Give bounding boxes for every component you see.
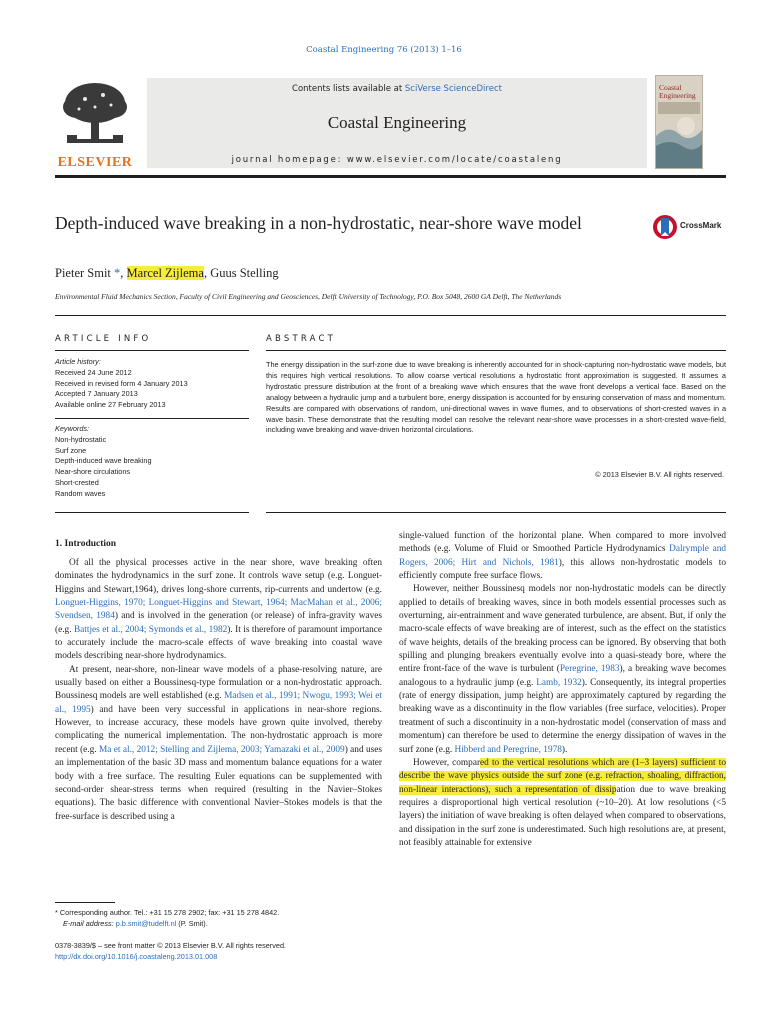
article-info-rule	[55, 350, 249, 351]
journal-cover-thumbnail[interactable]	[655, 75, 703, 169]
text-run: ). Consequently, its integral properties (rate of energy dissipation, jump height) are approximately captured by regarding the breaking wave as a discontinuity in the flow variables (free surface, velocities). Proper treatment of such a discontinuity in a non-hydrostatic model (conservation of mass and momentum) can therefore be used to determine the energy dissipation of waves in the surf zone (e.g.	[399, 677, 726, 755]
footnote: * Corresponding author. Tel.: +31 15 278 2902; fax: +31 15 278 4842. E-mail address: p.b.smit@tudelft.nl (P. Smit).	[55, 908, 280, 928]
citation-link[interactable]: Longuet-Higgins, 1970; Longuet-Higgins and Stewart, 1964; MacMahan et al., 2006; Svendsen, 1984	[55, 598, 382, 622]
abstract-text: The energy dissipation in the surf-zone due to wave breaking is inherently accounted for in shock-capturing non-hydrostatic wave models, but this requires high vertical resolutions. To allow coarse vertical resolutions a hydrostatic front approximation is suggested. It assumes a hydrostatic pressure distribution at the front of a breaking wave which ensures that the wave front develops a vertical face. Based on the analogy between a hydraulic jump and a turbulent bore, energy dissipation is accounted for by ensuring conservation of mass and momentum. Results are compared with observations of random, uni-directional waves in wave flumes, and to observations of short-crested waves in a wave basin. These demonstrate that the resulting model can resolve the relevant near-shore wave processes in a short-crested wave-field, including wave breaking and wave-driven horizontal circulations.	[266, 360, 726, 435]
keyword: Surf zone	[55, 445, 87, 455]
author-name[interactable]: Guus Stelling	[210, 266, 279, 280]
body-column-left	[55, 557, 382, 824]
text-run: Of all the physical processes active in the near shore, wave breaking often dominates the hydrodynamics in the surf zone. It controls wave setup (e.g. Longuet-Higgins and Stewart,1964), drives long-shore currents, rip-currents and undertow (e.g.	[55, 558, 382, 595]
crossmark-label: CrossMark	[680, 221, 722, 230]
keywords	[55, 424, 249, 500]
section-rule	[55, 315, 726, 316]
contents-prefix: Contents lists available at	[292, 84, 405, 94]
elsevier-tree-logo[interactable]	[55, 75, 135, 170]
sciencedirect-link[interactable]: SciVerse ScienceDirect	[404, 84, 502, 94]
text-run: However, neither Boussinesq models nor non-hydrostatic models can be directly applied to details of breaking waves, since in both models essential processes such as overturning, air-entrainment and wave generated turbulence, are absent. But, if only the macro-scale effects of wave breaking are of interest, such as the effect on the statistics of wave heights, details of the breaking process can be ignored. By observing that both spilling and plunging breakers eventually evolve into a quasi-steady bore, where the entire front-face of the wave is turbulent (	[399, 584, 726, 675]
text-run: ) and is involved in the generation (or release) of infra-gravity waves (e.g.	[55, 611, 382, 635]
article-title: Depth-induced wave breaking in a non-hydrostatic, near-shore wave model	[55, 213, 582, 233]
corresponding-author-mark[interactable]: *	[110, 266, 121, 280]
body-column-right	[399, 530, 726, 850]
citation-link[interactable]: Peregrine, 1983	[559, 664, 620, 675]
keywords-label: Keywords:	[55, 424, 90, 433]
history-label: Article history:	[55, 357, 101, 366]
doi-link[interactable]: http://dx.doi.org/10.1016/j.coastaleng.2013.01.008	[55, 952, 218, 961]
email-label: E-mail address:	[63, 919, 116, 928]
text-run: However, compar	[413, 757, 481, 768]
abstract-rule	[266, 512, 726, 513]
affiliation: Environmental Fluid Mechanics Section, Faculty of Civil Engineering and Geosciences, Delft University of Technology, P.O. Box 5048, 2600 GA Delft, The Netherlands	[55, 292, 562, 301]
journal-info-box	[147, 78, 647, 168]
author-name-highlighted[interactable]: Marcel Zijlema	[126, 266, 204, 280]
corresponding-author-contact: Corresponding author. Tel.: +31 15 278 2902; fax: +31 15 278 4842.	[57, 908, 280, 917]
keyword: Random waves	[55, 488, 106, 498]
abstract-copyright: © 2013 Elsevier B.V. All rights reserved.	[595, 470, 724, 479]
history-item: Received in revised form 4 January 2013	[55, 378, 188, 388]
text-run: ). It is therefore of paramount importance to accurately include the macro-scale effects of wave breaking into coastal wave models describing near-shore hydrodynamics.	[55, 624, 383, 662]
highlighted-text: ed to the vertical resolutions which are (1–3 layers) sufficient to describe the wave physics outside the surf zone (e.g. refraction, shoaling, diffraction, non-linear interactions), such a representation of dissip	[399, 757, 726, 795]
paragraph	[399, 757, 726, 850]
section-heading: 1. Introduction	[55, 539, 117, 549]
citation-link[interactable]: Madsen et al., 1991; Nwogu, 1993; Wei et al., 1995	[55, 691, 382, 715]
citation-link[interactable]: Hibberd and Peregrine, 1978	[454, 744, 562, 755]
article-info-rule	[55, 512, 249, 513]
paragraph	[399, 530, 726, 583]
header-rule	[55, 175, 726, 178]
citation-link[interactable]: Dalrymple and Rogers, 2006; Hirt and Nichols, 1981	[399, 544, 726, 568]
citation-link[interactable]: Battjes et al., 2004; Symonds et al., 1982	[73, 624, 228, 635]
author-name[interactable]: Pieter Smit	[55, 266, 111, 280]
text-run: ).	[561, 744, 568, 755]
citation-link[interactable]: Ma et al., 2012; Stelling and Zijlema, 2003; Yamazaki et al., 2009	[99, 744, 345, 755]
journal-reference[interactable]: Coastal Engineering 76 (2013) 1–16	[306, 45, 462, 55]
journal-title: Coastal Engineering	[327, 113, 467, 132]
keyword: Short-crested	[55, 477, 99, 487]
abstract-heading: ABSTRACT	[266, 334, 337, 344]
article-history	[55, 357, 249, 411]
paragraph	[55, 664, 382, 824]
crossmark-icon	[652, 212, 678, 242]
text-run: ) and have been very successful in applications in near-shore regions. However, to increase accuracy, these models have grown quite involved, thereby complicating the numerical implementation. The non-hydrostatic approach is more recent (e.g.	[55, 704, 382, 755]
text-run: ), this allows non-hydrostatic models to efficiently compute free surface flows.	[399, 557, 727, 582]
history-item: Received 24 June 2012	[55, 367, 132, 377]
crossmark-badge[interactable]	[652, 212, 732, 242]
paragraph	[55, 557, 382, 664]
journal-homepage[interactable]: journal homepage: www.elsevier.com/locate/coastaleng	[231, 155, 563, 165]
history-item: Accepted 7 January 2013	[55, 389, 138, 399]
footnote-mark: *	[55, 908, 58, 917]
keyword: Non-hydrostatic	[55, 434, 107, 444]
issn-line: 0378-3839/$ – see front matter © 2013 Elsevier B.V. All rights reserved.	[55, 941, 287, 950]
contents-line	[147, 84, 647, 94]
author-email-link[interactable]: p.b.smit@tudelft.nl	[115, 919, 177, 928]
abstract-rule	[266, 350, 726, 351]
keyword: Near-shore circulations	[55, 467, 131, 477]
cover-art	[656, 76, 702, 168]
citation-link[interactable]: Lamb, 1932	[536, 677, 582, 688]
footnote-rule	[55, 902, 115, 903]
journal-banner	[55, 75, 706, 173]
tree-icon	[55, 75, 135, 155]
text-run: single-valued function of the horizontal plane. When compared to more involved methods (e.g. Volume of Fluid or Smoothed Particle Hydrodynamics	[399, 531, 726, 555]
elsevier-wordmark: ELSEVIER	[57, 155, 133, 170]
cover-title: Coastal Engineering	[659, 83, 696, 100]
author-list: Pieter Smit *, Marcel Zijlema, Guus Stelling	[55, 266, 279, 280]
paragraph	[399, 583, 726, 756]
article-info-rule	[55, 418, 249, 419]
text-run: ), a breaking wave becomes analogous to a hydraulic jump (e.g.	[399, 664, 727, 688]
history-item: Available online 27 February 2013	[55, 400, 166, 410]
article-info-heading: ARTICLE INFO	[55, 334, 152, 344]
text-run: At present, near-shore, non-linear wave models of a phase-resolving nature, are usually based on either a Boussinesq-type formulation or a non-hydrostatic approach. Boussinesq models are well established (e.g.	[55, 664, 382, 702]
text-run: ) and uses an implementation of the basic 3D mass and momentum balance equations for a water body with a free surface. The resulting Euler equations can be supplemented with second-order shear-stress terms when required (resulting in the Navier–Stokes equations). The basic difference with conventional Navier–Stokes models is that the free-surface is described using a	[55, 744, 382, 822]
front-matter-footer	[55, 940, 286, 962]
text-run: ation due to wave breaking requires a disproportional high vertical resolution (~10–20). At low resolutions (<5 layers) the initiation of wave breaking is often delayed when compared to observations, and dissipation in the surf zone is underestimated. Such high resolutions are, at present, not feasibly attainable for extensive	[399, 784, 726, 848]
keyword: Depth-induced wave breaking	[55, 456, 152, 466]
